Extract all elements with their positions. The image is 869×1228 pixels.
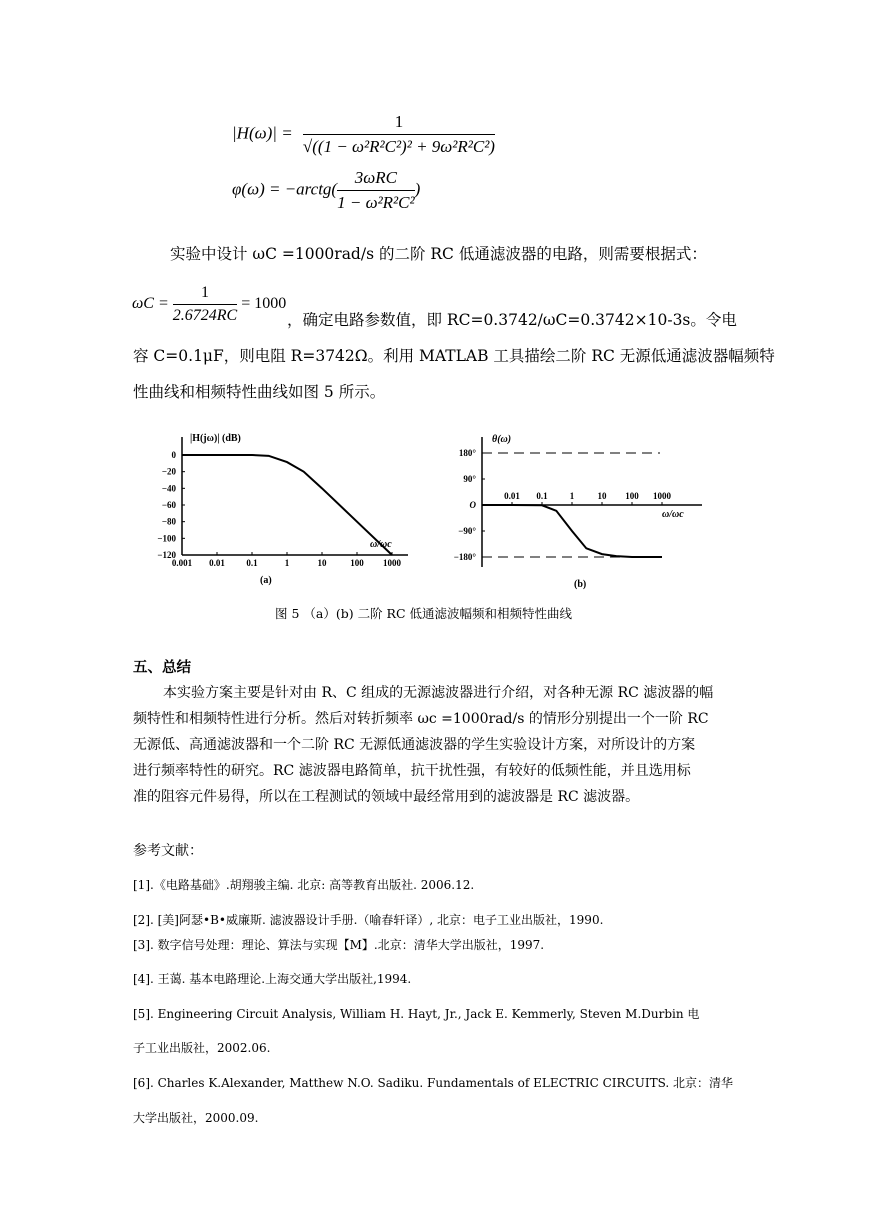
paragraph-capacitor: 容 C=0.1μF，则电阻 R=3742Ω。利用 MATLAB 工具描绘二阶 RC 无源低通滤波器幅频特 [133,347,775,365]
phase-denominator: 1 − ω²R²C² [337,193,415,212]
phase-x-tick-label: 0.01 [504,491,520,501]
figure-caption: 图 5 （a）(b) 二阶 RC 低通滤波幅频和相频特性曲线 [275,606,573,621]
magnitude-denominator: √((1 − ω²R²C²)² + 9ω²R²C²) [302,137,495,156]
magnitude-x-label: ω/ωc [370,539,392,550]
reference-5-line-1: [5]. Engineering Circuit Analysis, William H. Hayt, Jr., Jack E. Kemmerly, Steven M.Durbin 电 [133,1007,700,1021]
magnitude-x-tick-label: 0.001 [171,558,193,568]
magnitude-y-tick-label: −60 [161,500,176,510]
reference-4: [4]. 王蔼. 基本电路理论.上海交通大学出版社,1994. [133,972,412,986]
cutoff-formula [132,284,286,325]
summary-line-1: 本实验方案主要是针对由 R、C 组成的无源滤波器进行介绍，对各种无源 RC 滤波器的幅 [163,685,714,701]
reference-3: [3]. 数字信号处理：理论、算法与实现【M】.北京：清华大学出版社，1997. [133,938,545,952]
paragraph-figure-ref: 性曲线和相频特性曲线如图 5 所示。 [133,383,386,401]
magnitude-x-tick-label: 1 [284,558,290,568]
magnitude-y-tick-label: −20 [161,466,176,477]
magnitude-curve [182,455,392,555]
reference-5-line-2: 子工业出版社，2002.06. [133,1041,271,1055]
phase-y-tick-label: −90° [458,526,476,536]
magnitude-x-tick-label: 100 [350,558,364,568]
magnitude-y-label: |H(jω)| (dB) [190,433,241,444]
phase-formula [232,168,420,213]
phase-numerator: 3ωRC [337,168,415,191]
summary-line-2: 频特性和相频特性进行分析。然后对转折频率 ωc =1000rad/s 的情形分别提出一个一阶 RC [133,711,709,727]
reference-6-line-2: 大学出版社，2000.09. [133,1111,259,1125]
magnitude-y-tick-label: 0 [171,450,176,460]
magnitude-numerator: 1 [303,112,495,135]
phase-rhs: ) [414,179,421,199]
phase-y-tick-label: O [469,500,476,510]
phase-x-tick-label: 0.1 [536,491,548,501]
phase-chart-axes [482,437,702,567]
paragraph-design-intro: 实验中设计 ωC =1000rad/s 的二阶 RC 低通滤波器的电路，则需要根据式： [170,245,707,263]
magnitude-fraction [303,112,495,157]
summary-line-3: 无源低、高通滤波器和一个二阶 RC 无源低通滤波器的学生实验设计方案，对所设计的方案 [133,737,696,753]
magnitude-chart-ticks [157,450,401,568]
phase-y-tick-label: 90° [463,474,476,484]
summary-line-5: 准的阻容元件易得，所以在工程测试的领域中最经常用到的滤波器是 RC 滤波器。 [133,789,640,805]
cutoff-denominator: 2.6724RC [172,307,238,324]
phase-y-label: θ(ω) [492,434,512,445]
phase-y-tick-label: 180° [458,448,476,458]
reference-6-line-1: [6]. Charles K.Alexander, Matthew N.O. Sadiku. Fundamentals of ELECTRIC CIRCUITS. 北京：清华 [133,1076,734,1090]
summary-line-4: 进行频率特性的研究。RC 滤波器电路简单，抗干扰性强，有较好的低频性能，并且选用标 [133,763,691,779]
phase-x-tick-label: 1 [569,491,575,501]
phase-x-tick-label: 10 [597,491,607,501]
magnitude-chart-series [182,455,392,555]
cutoff-rhs: = 1000 [241,295,287,313]
magnitude-formula [232,112,495,157]
phase-lhs: φ(ω) = −arctg( [232,179,338,199]
cutoff-lhs: ωC = [132,295,169,313]
magnitude-y-tick-label: −40 [161,483,176,494]
magnitude-x-tick-label: 0.1 [246,558,258,568]
magnitude-lhs: |H(ω)| = [232,123,293,143]
phase-fraction [337,168,415,213]
references-heading: 参考文献： [133,843,203,859]
cutoff-fraction [173,284,237,325]
summary-heading: 五、总结 [133,659,191,676]
phase-x-tick-label: 1000 [653,491,671,501]
phase-curve [482,505,662,557]
phase-chart [440,425,720,590]
cutoff-numerator: 1 [173,284,237,305]
phase-chart-series [482,505,662,557]
magnitude-chart [140,425,420,590]
reference-2: [2]. [美]阿瑟•B•威廉斯. 滤波器设计手册.（喻春轩译）, 北京：电子工业出版社，1990. [133,913,604,927]
magnitude-x-tick-label: 0.01 [209,558,225,568]
paragraph-circuit-params: ，确定电路参数值，即 RC=0.3742/ωC=0.3742×10-3s。令电 [287,311,737,329]
phase-y-tick-label: −180° [453,552,476,562]
phase-panel-label: (b) [574,579,587,590]
reference-1: [1].《电路基础》.胡翔骏主编. 北京: 高等教育出版社. 2006.12. [133,878,475,892]
magnitude-panel-label: (a) [260,575,272,586]
magnitude-y-tick-label: −100 [157,533,176,544]
magnitude-y-tick-label: −80 [161,516,176,527]
phase-x-tick-label: 100 [625,491,639,501]
magnitude-x-tick-label: 1000 [383,558,401,568]
magnitude-y-tick-label: −120 [157,550,176,560]
phase-x-label: ω/ωc [662,509,684,520]
magnitude-x-tick-label: 10 [317,558,327,568]
